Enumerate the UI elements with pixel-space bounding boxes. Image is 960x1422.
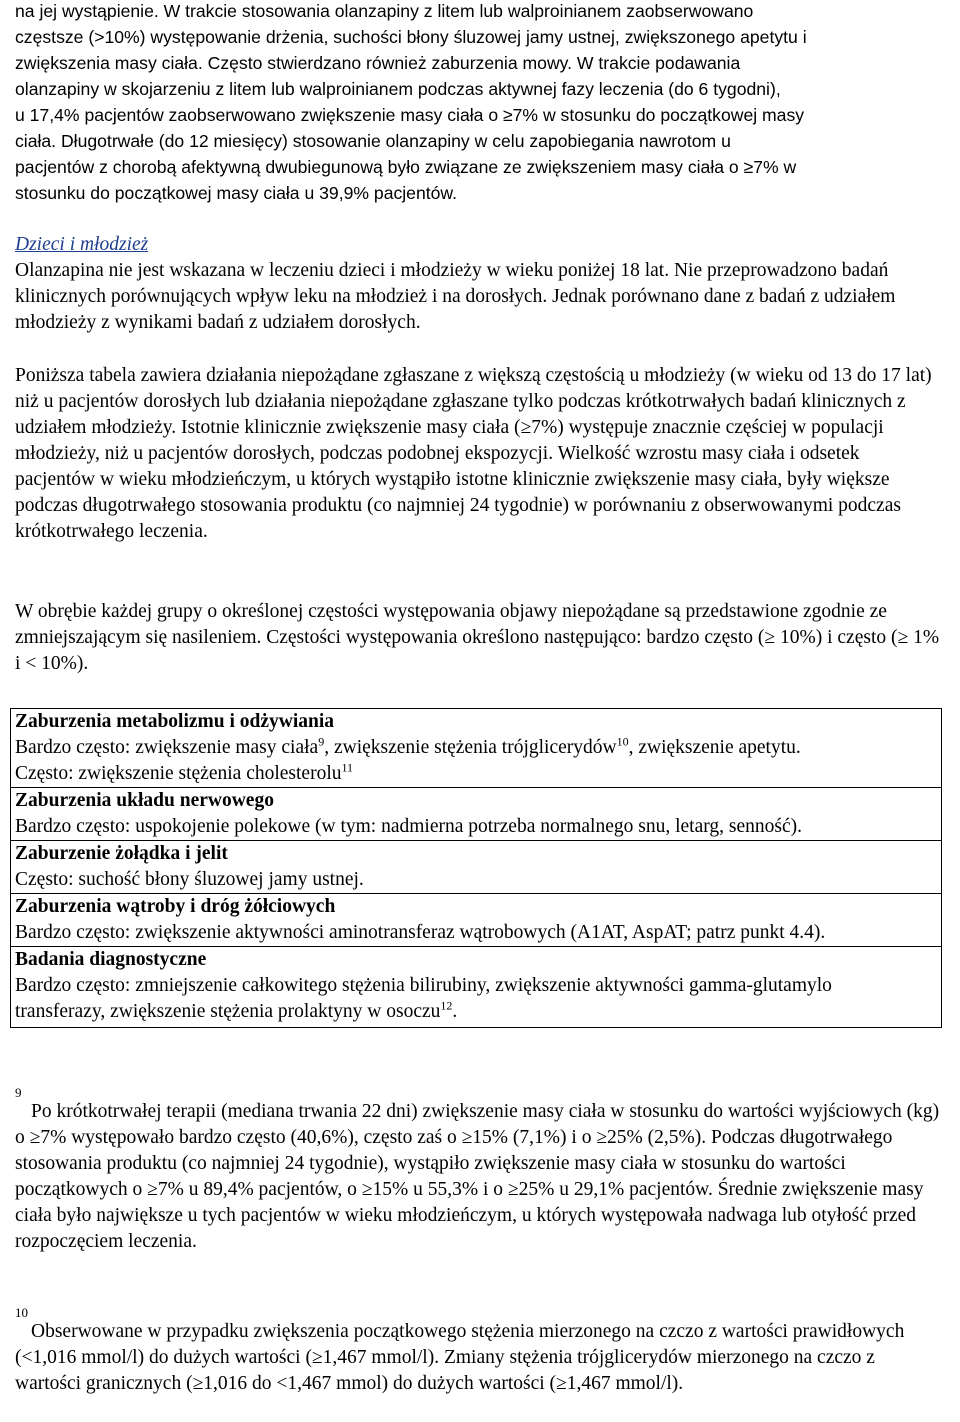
table-section-metabolism [11,709,941,787]
children-heading-text: Dzieci i młodzież [15,234,149,255]
text-run: Bardzo często: zmniejszenie całkowitego stężenia bilirubiny, zwiększenie aktywności gamma-glutamylo transferazy, zwiększenie stężenia prolaktyny w osoczu [15,975,832,1022]
section-text: Często: suchość błony śluzowej jamy ustnej. [15,869,364,890]
intro-paragraph [15,0,950,206]
children-heading [15,232,945,258]
table-section-diagnostics [11,946,941,1027]
text-run: . [452,1001,458,1022]
frequency-paragraph: W obrębie każdej grupy o określonej częstości występowania objawy niepożądane są przedstawione zgodnie ze zmniejszającym się nasileniem. Częstości występowania określono następująco: bardzo często (≥ 10%) i często (≥ 1% i < 10%). [15,601,940,674]
section-heading: Zaburzenia wątroby i dróg żółciowych [15,896,336,917]
section-heading: Badania diagnostyczne [15,949,207,970]
text-run: , zwiększenie stężenia trójglicerydów [324,737,617,758]
section-text [15,761,937,787]
intro-line: pacjentów z chorobą afektywną dwubiegunową było związane ze zwiększeniem masy ciała o ≥7% w [15,157,797,177]
section-heading: Zaburzenia metabolizmu i odżywiania [15,711,335,732]
intro-line: ciała. Długotrwałe (do 12 miesięcy) stosowanie olanzapiny w celu zapobiegania nawrotom u [15,131,731,151]
section-heading: Zaburzenia układu nerwowego [15,790,274,811]
footnote-number: 9 [15,1085,22,1100]
section-text: Bardzo często: zwiększenie aktywności aminotransferaz wątrobowych (A1AT, AspAT; patrz punkt 4.4). [15,922,826,943]
intro-line: u 17,4% pacjentów zaobserwowano zwiększenie masy ciała o ≥7% w stosunku do początkowej masy [15,105,805,125]
section-heading: Zaburzenie żołądka i jelit [15,843,228,864]
intro-line: częstsze (>10%) występowanie drżenia, suchości błony śluzowej jamy ustnej, zwiększonego apetytu i [15,27,807,47]
intro-line: stosunku do początkowej masy ciała u 39,9% pacjentów. [15,183,458,203]
footnote-ref: 9 [318,734,325,749]
section-text [15,735,937,761]
children-paragraph: Olanzapina nie jest wskazana w leczeniu dzieci i młodzieży w wieku poniżej 18 lat. Nie przeprowadzono badań klinicznych porównujących wpływ leku na młodzież i na dorosłych. Jednak porównano dane z badań z udziałem młodzieży z wynikami badań z udziałem dorosłych. [15,260,896,333]
footnote-text [15,1319,945,1397]
footnote-ref: 10 [616,734,629,749]
text-run: , zwiększenie apetytu. [628,737,801,758]
text-run: Często: zwiększenie stężenia cholesterolu [15,763,342,784]
table-section-nervous [11,787,941,840]
table-section-liver [11,893,941,946]
footnote-ref: 11 [341,760,354,775]
table-intro-paragraph: Poniższa tabela zawiera działania niepożądane zgłaszane z większą częstością u młodzieży (w wieku od 13 do 17 lat) niż u pacjentów dorosłych lub działania niepożądane zgłaszane tylko podczas krótkotrwałych badań klinicznych z udziałem młodzieży. Istotnie klinicznie zwiększenie masy ciała (≥7%) występuje znacznie częściej w populacji młodzieży, niż u pacjentów dorosłych, podczas podobnej ekspozycji. Wielkość wzrostu masy ciała i odsetek pacjentów w wieku młodzieńczym, u których wystąpiło istotne klinicznie zwiększenie masy ciała, były większe podczas długotrwałego stosowania produktu (co najmniej 24 tygodnie) w porównaniu z obserwowanymi podczas krótkotrwałego leczenia. [15,365,932,542]
footnote-ref: 12 [440,998,453,1013]
footnote-number: 10 [15,1305,28,1320]
section-text: Bardzo często: uspokojenie polekowe (w tym: nadmierna potrzeba normalnego snu, letarg, senność). [15,816,802,837]
text-run: Bardzo często: zwiększenie masy ciała [15,737,319,758]
intro-line: na jej wystąpienie. W trakcie stosowania olanzapiny z litem lub walproinianem zaobserwowano [15,1,754,21]
intro-line: olanzapiny w skojarzeniu z litem lub walproinianem podczas aktywnej fazy leczenia (do 6 tygodni), [15,79,781,99]
adverse-reactions-table [10,708,942,1028]
footnote-body: Po krótkotrwałej terapii (mediana trwania 22 dni) zwiększenie masy ciała w stosunku do wartości wyjściowych (kg) o ≥7% występowało bardzo często (40,6%), często zaś o ≥15% (7,1%) i o ≥25% (2,5%). Podczas długotrwałego stosowania produktu (co najmniej 24 tygodnie), wystąpiło zwiększenie masy ciała w stosunku do wartości początkowych o ≥7% u 89,4% pacjentów, o ≥15% u 55,3% i o ≥25% u 29,1% pacjentów. Średnie zwiększenie masy ciała było największe u tych pacjentów w wieku młodzieńczym, u których występowała nadwaga lub otyłość przed rozpoczęciem leczenia. [15,1101,940,1252]
footnote-text [15,1099,940,1255]
section-text [15,973,937,1025]
intro-line: zwiększenia masy ciała. Często stwierdzano również zaburzenia mowy. W trakcie podawania [15,53,741,73]
footnote-body: Obserwowane w przypadku zwiększenia początkowego stężenia mierzonego na czczo z wartości prawidłowych (<1,016 mmol/l) do dużych wartości (≥1,467 mmol/l). Zmiany stężenia trójglicerydów mierzonego na czczo z wartości granicznych (≥1,016 do <1,467 mmol) do dużych wartości (≥1,467 mmol/l). [15,1321,905,1394]
table-section-gastro [11,840,941,893]
